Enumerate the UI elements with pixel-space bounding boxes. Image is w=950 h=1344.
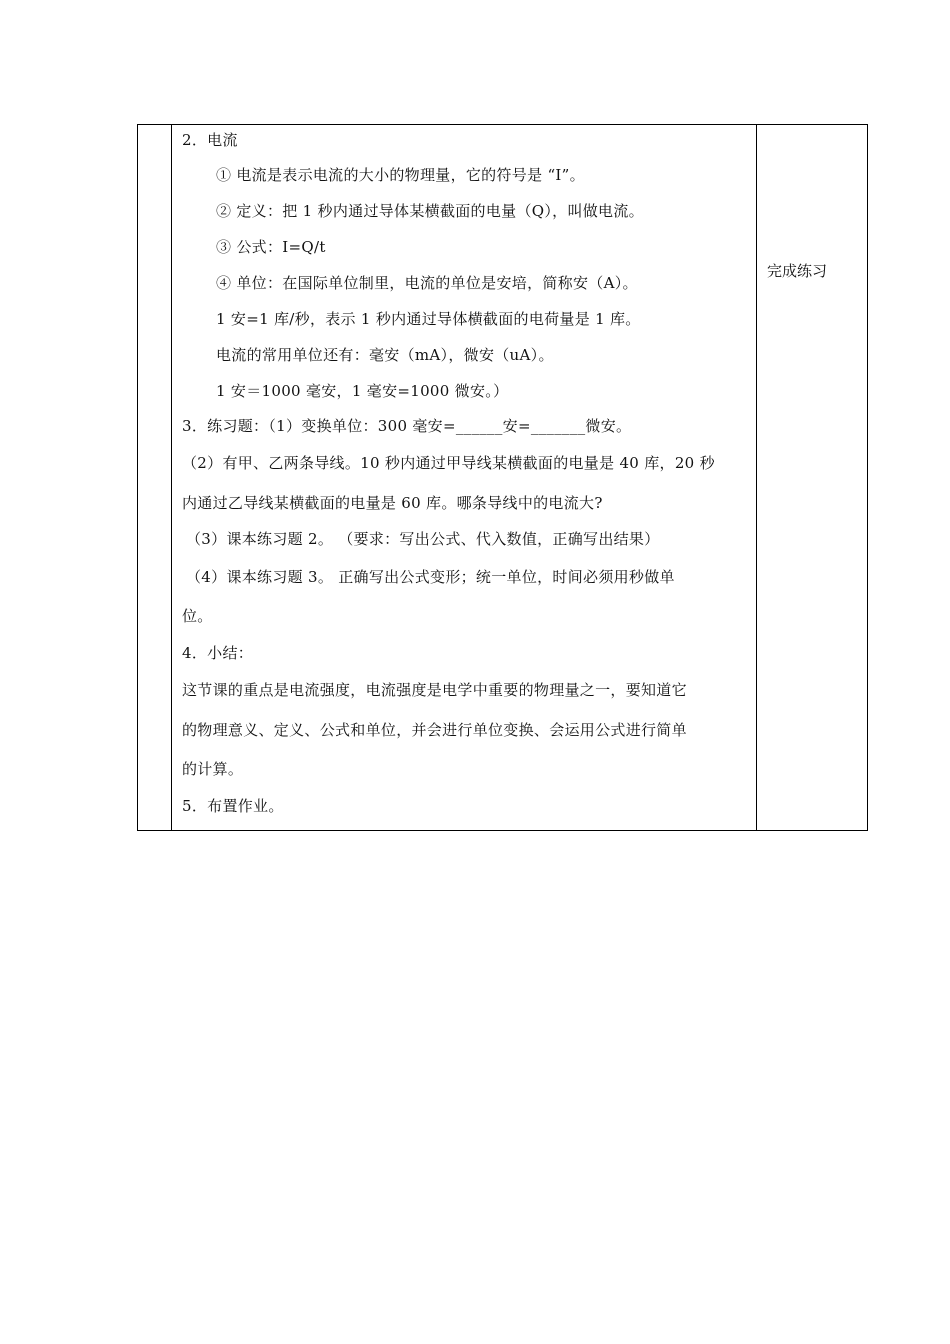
heading-exercise: 3．练习题：（1）变换单位：300 毫安=______安=_______微安。 [182,417,632,435]
summary-line-1: 这节课的重点是电流强度，电流强度是电学中重要的物理量之一，要知道它 [182,681,687,699]
exercise-2-line-1: （2）有甲、乙两条导线。10 秒内通过甲导线某横截面的电量是 40 库，20 秒 [182,454,715,472]
current-definition-2: ② 定义：把 1 秒内通过导体某横截面的电量（Q），叫做电流。 [216,202,644,220]
heading-current: 2．电流 [182,131,238,149]
exercise-2-line-2: 内通过乙导线某横截面的电量是 60 库。哪条导线中的电流大? [182,494,603,512]
current-formula: ③ 公式：I=Q/t [216,238,326,256]
unit-line-1: 1 安=1 库/秒，表示 1 秒内通过导体横截面的电荷量是 1 库。 [216,310,641,328]
summary-line-3: 的计算。 [182,760,244,778]
lesson-content-column [172,125,757,830]
activity-note: 完成练习 [767,262,828,280]
unit-line-2: 电流的常用单位还有：毫安（mA），微安（uA）。 [216,346,554,364]
left-margin-column [138,125,172,830]
current-unit: ④ 单位：在国际单位制里，电流的单位是安培，简称安（A）。 [216,274,638,292]
heading-summary: 4．小结： [182,644,254,662]
exercise-4-line-2: 位。 [182,607,213,625]
exercise-4-line-1: （4）课本练习题 3。 正确写出公式变形；统一单位，时间必须用秒做单 [186,568,675,586]
activity-column [757,125,867,830]
unit-line-3: 1 安＝1000 毫安，1 毫安=1000 微安。） [216,382,509,400]
heading-homework: 5．布置作业。 [182,797,284,815]
summary-line-2: 的物理意义、定义、公式和单位，并会进行单位变换、会运用公式进行简单 [182,721,687,739]
lesson-table [137,124,868,831]
exercise-3: （3）课本练习题 2。 （要求：写出公式、代入数值，正确写出结果） [186,530,660,548]
current-definition-1: ① 电流是表示电流的大小的物理量，它的符号是 “I”。 [216,166,585,184]
